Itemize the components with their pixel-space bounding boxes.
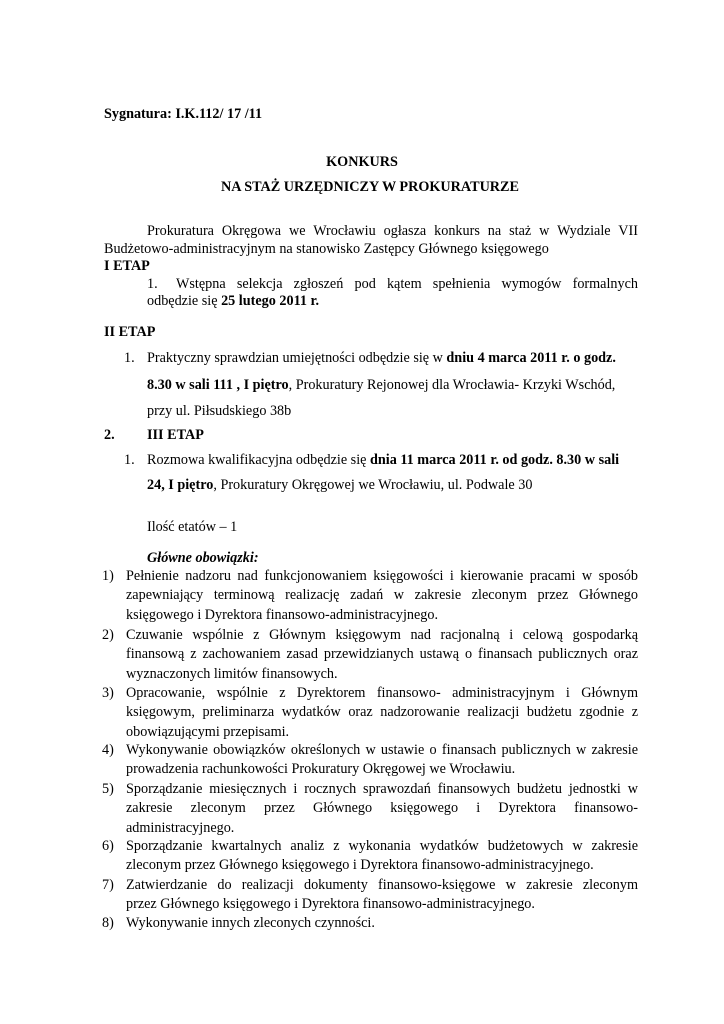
stage-3-number: 1. xyxy=(124,452,135,468)
stage-1-line-2: odbędzie się 25 lutego 2011 r. xyxy=(147,293,320,309)
intro-line-1: Prokuratura Okręgowa we Wrocławiu ogłasza konkurs na staż w Wydziale VII xyxy=(147,223,638,239)
stage-1-number: 1. xyxy=(147,276,158,292)
stage-2-line-3: przy ul. Piłsudskiego 38b xyxy=(147,403,292,419)
stage-1-heading: I ETAP xyxy=(104,258,150,274)
stage-3-line-2: 24, I piętro, Prokuratury Okręgowej we Wrocławiu, ul. Podwale 30 xyxy=(147,477,533,493)
stage-1-line-1: Wstępna selekcja zgłoszeń pod kątem spełnienia wymogów formalnych xyxy=(176,276,638,292)
page-title: KONKURS xyxy=(326,154,398,170)
stage-3-heading: III ETAP xyxy=(147,427,204,443)
stage-3-line-1: Rozmowa kwalifikacyjna odbędzie się dnia 11 marca 2011 r. od godz. 8.30 w sali xyxy=(147,452,620,468)
page-subtitle: NA STAŻ URZĘDNICZY W PROKURATURZE xyxy=(221,179,519,195)
stage-2-line-2: 8.30 w sali 111 , I piętro, Prokuratury Rejonowej dla Wrocławia- Krzyki Wschód, xyxy=(147,377,616,393)
document-signature: Sygnatura: I.K.112/ 17 /11 xyxy=(104,106,263,122)
intro-line-2: Budżetowo-administracyjnym na stanowisko Zastępcy Głównego księgowego xyxy=(104,241,549,257)
stage-3-outer-number: 2. xyxy=(104,427,115,443)
stage-2-heading: II ETAP xyxy=(104,324,156,340)
positions-count: Ilość etatów – 1 xyxy=(147,519,238,535)
stage-2-number: 1. xyxy=(124,350,135,366)
duties-heading: Główne obowiązki: xyxy=(147,550,259,566)
stage-2-line-1: Praktyczny sprawdzian umiejętności odbędzie się w dniu 4 marca 2011 r. o godz. xyxy=(147,350,616,366)
